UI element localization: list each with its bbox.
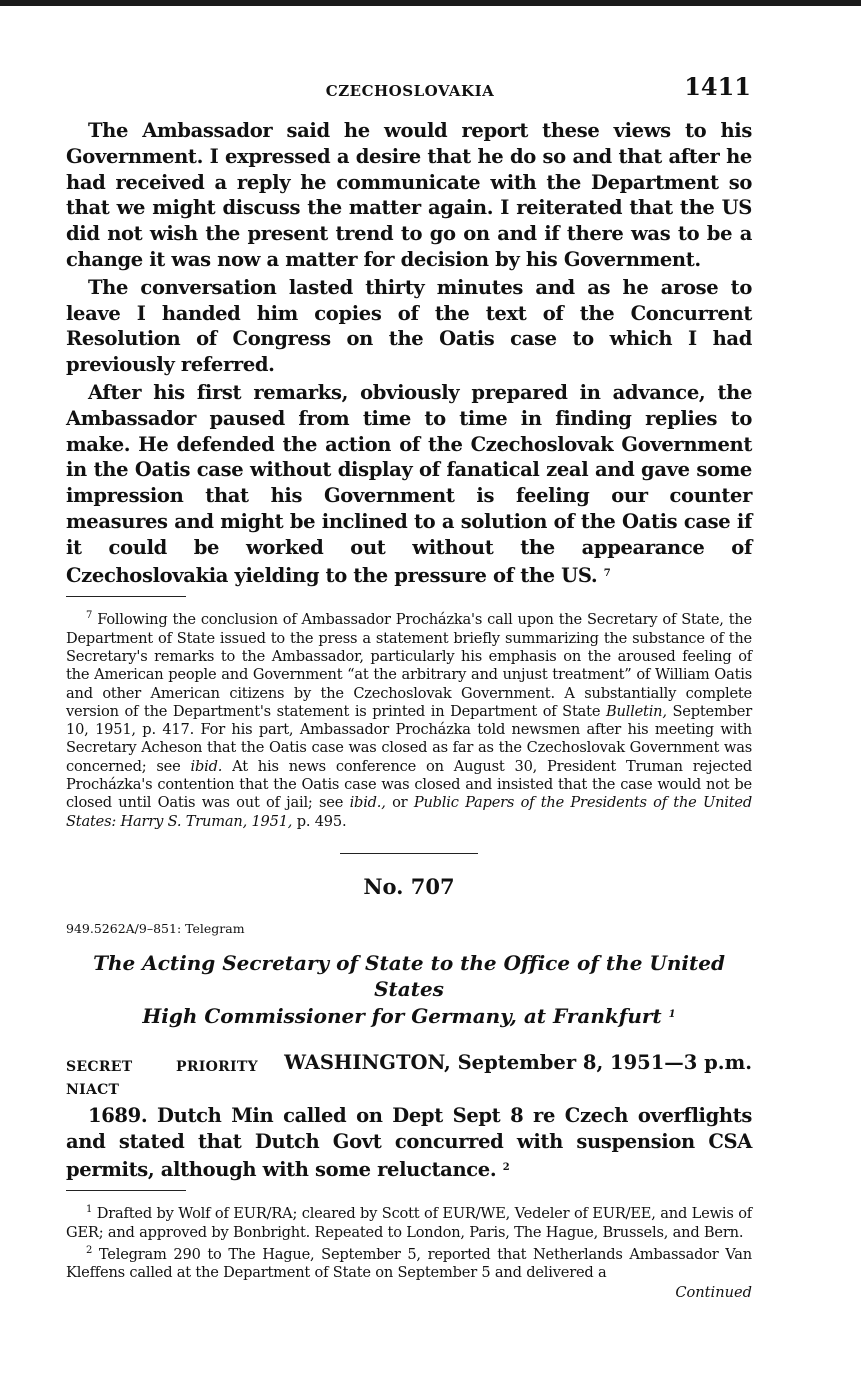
paragraph-text: After his first remarks, obviously prepared in advance, the Ambassador paused from time to time in finding replies to make. He defended the action of the Czechoslovak Government in the Oatis case without display of fanatical zeal and gave some impression that his Government is feeling our counter measures and might be inclined to a solution of the Oatis case if it could be worked out without the appearance of Czechoslovakia yielding to the pressure of the US. — [66, 380, 752, 587]
file-reference: 949.5262A/9–851: Telegram — [66, 920, 245, 936]
title-line-2 — [66, 1002, 752, 1029]
telegram-body — [66, 1103, 752, 1182]
footnote-marker: 2 — [502, 1161, 510, 1173]
continued-label: Continued — [675, 1284, 752, 1302]
classification-label: SECRET — [66, 1058, 133, 1075]
title-text: High Commissioner for Germany, at Frankfurt — [142, 1003, 662, 1028]
footnote-text: p. 495. — [296, 812, 347, 830]
footnote-marker: 7 — [86, 610, 93, 622]
running-title: CZECHOSLOVAKIA — [325, 82, 495, 100]
ibid-ref: ibid., — [349, 794, 386, 812]
top-border-rule — [0, 0, 861, 6]
footnote-marker: 1 — [668, 1008, 676, 1020]
running-head — [0, 72, 861, 108]
ibid-ref: ibid. — [190, 757, 223, 775]
footnote-text: Following the conclusion of Ambassador Procházka's call upon the Secretary of State, the Department of State issued to the press a statement briefly summarizing the substance of the Secretary's remarks to the Ambassador, particularly his emphasis on the aroused feeling of the American people and Government “at the arbitrary and unjust treatment” of William Oatis and other American citizens by the Czechoslovak Government. A substantially complete version of the Department's statement is printed in Department of State — [66, 611, 752, 720]
document-number: No. 707 — [363, 873, 455, 899]
body-paragraph: The Ambassador said he would report these views to his Government. I expressed a desire that he do so and that after he had received a reply he communicate with the Department so that we might discuss the matter again. I reiterated that the US did not wish the present trend to go on and if there was to be a change it was now a matter for decision by his Government. — [66, 119, 752, 271]
section-divider — [340, 853, 478, 854]
telegram-text: 1689. Dutch Min called on Dept Sept 8 re Czech overflights and stated that Dutch Govt concurred with suspension CSA permits, although with some reluctance. — [66, 1103, 752, 1181]
public-papers-title: Public Papers of the Presidents of the United States: Harry S. Truman, 1951, — [66, 794, 752, 830]
bulletin-title: Bulletin, — [605, 702, 667, 720]
footnote-1 — [66, 1201, 752, 1242]
footnote-2 — [66, 1242, 752, 1283]
footnote-marker: 2 — [86, 1244, 93, 1256]
footnote-text: or — [392, 794, 408, 812]
footnote-divider — [66, 1190, 186, 1191]
body-paragraph: The conversation lasted thirty minutes and as he arose to leave I handed him copies of the text of the Concurrent Resolution of Congress on the Oatis case to which I had previously referred. — [66, 275, 752, 377]
page-number: 1411 — [684, 72, 751, 101]
telegram-header — [66, 1047, 752, 1098]
body-paragraph — [66, 380, 752, 588]
footnote-text: At his news conference on August 30, President Truman rejected Procházka's contention that the Oatis case was closed and insisted that the case would not be closed until Oatis was out of jail; see — [66, 757, 752, 812]
footnote-7 — [66, 607, 752, 831]
footnote-marker: 1 — [86, 1204, 93, 1216]
title-line-1: The Acting Secretary of State to the Office of the United States — [93, 950, 725, 1001]
footnote-text: September 10, 1951, p. 417. For his part, Ambassador Procházka told newsmen after his meeting with Secretary Acheson that the Oatis case was closed as far as the Czechoslovak Government was concerned; see — [66, 702, 752, 775]
footnote-marker: 7 — [603, 567, 611, 579]
page-content — [66, 118, 752, 1301]
footnote-text: Drafted by Wolf of EUR/RA; cleared by Scott of EUR/WE, Vedeler of EUR/EE, and Lewis of GER; and approved by Bonbright. Repeated to London, Paris, The Hague, Brussels, and Bern. — [66, 1205, 752, 1241]
handling-label: NIACT — [66, 1081, 120, 1098]
footnote-text: Telegram 290 to The Hague, September 5, reported that Netherlands Ambassador Van Kleffens called at the Department of State on September 5 and delivered a — [66, 1245, 752, 1282]
precedence-label: PRIORITY — [176, 1058, 258, 1075]
footnote-divider — [66, 596, 186, 597]
dateline: WASHINGTON, September 8, 1951—3 p.m. — [284, 1050, 752, 1074]
document-title — [66, 950, 752, 1029]
